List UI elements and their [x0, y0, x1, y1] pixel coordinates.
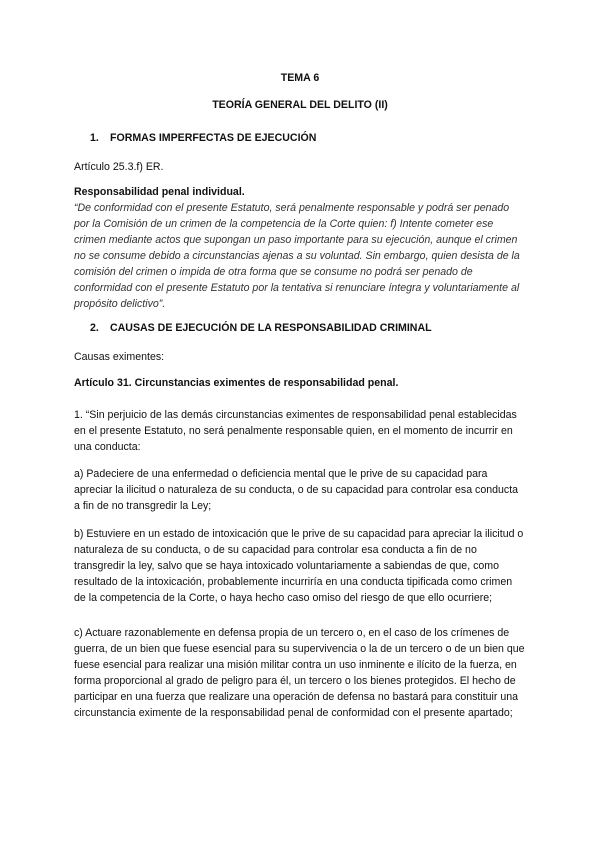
page-title: TEORÍA GENERAL DEL DELITO (II) — [212, 99, 388, 111]
paragraph-1: 1. “Sin perjuicio de las demás circunstancias eximentes de responsabilidad penal establecidas en el presente Estatuto, no será penalmente responsable quien, en el momento de incurrir en una conducta: — [74, 409, 517, 453]
article-reference: Artículo 25.3.f) ER. — [74, 161, 164, 173]
responsabilidad-heading: Responsabilidad penal individual. — [74, 186, 245, 198]
tema-label: TEMA 6 — [280, 72, 320, 84]
statute-quote: “De conformidad con el presente Estatuto, será penalmente responsable y podrá ser penado por la Comisión de un crimen de la competencia de la Corte quien: f) Intente cometer ese crimen mediante actos que supongan un paso importante para su ejecución, aunque el crimen no se consume debido a circunstancias ajenas a su voluntad. Sin embargo, quien desista de la comisión del crimen o impida de otra forma que se consume no podrá ser penado de conformidad con el presente Estatuto por la tentativa si renunciare íntegra y voluntariamente al propósito delictivo”. — [74, 202, 520, 310]
section-1-number: 1. — [90, 132, 99, 144]
paragraph-a: a) Padeciere de una enfermedad o deficiencia mental que le prive de su capacidad para apreciar la ilicitud o naturaleza de su conducta, o de su capacidad para controlar esa conducta a fin de no transgredir la Ley; — [74, 468, 519, 512]
section-2-title: CAUSAS DE EJECUCIÓN DE LA RESPONSABILIDAD CRIMINAL — [110, 322, 432, 334]
paragraph-c: c) Actuare razonablemente en defensa propia de un tercero o, en el caso de los crímenes de guerra, de un bien que fuese esencial para su supervivencia o la de un tercero o de un bien que fuese esencial para realizar una misión militar contra un uso inminente e ilícito de la fuerza, en forma proporcional al grado de peligro para él, un tercero o los bienes protegidos. El hecho de participar en una fuerza que realizare una operación de defensa no bastará para constituir una circunstancia eximente de la responsabilidad penal de conformidad con el presente apartado; — [74, 627, 525, 719]
paragraph-b: b) Estuviere en un estado de intoxicación que le prive de su capacidad para apreciar la ilicitud o naturaleza de su conducta, o de su capacidad para controlar esa conducta a fin de no transgredir la ley, salvo que se haya intoxicado voluntariamente a sabiendas de que, como resultado de la intoxicación, probablemente incurriría en una conducta tipificada como crimen de la competencia de la Corte, o haya hecho caso omiso del riesgo de que ello ocurriere; — [74, 528, 524, 604]
causas-eximentes-label: Causas eximentes: — [74, 351, 165, 363]
section-2-number: 2. — [90, 322, 99, 334]
section-1-title: FORMAS IMPERFECTAS DE EJECUCIÓN — [110, 132, 317, 144]
article-31-heading: Artículo 31. Circunstancias eximentes de responsabilidad penal. — [74, 377, 399, 389]
